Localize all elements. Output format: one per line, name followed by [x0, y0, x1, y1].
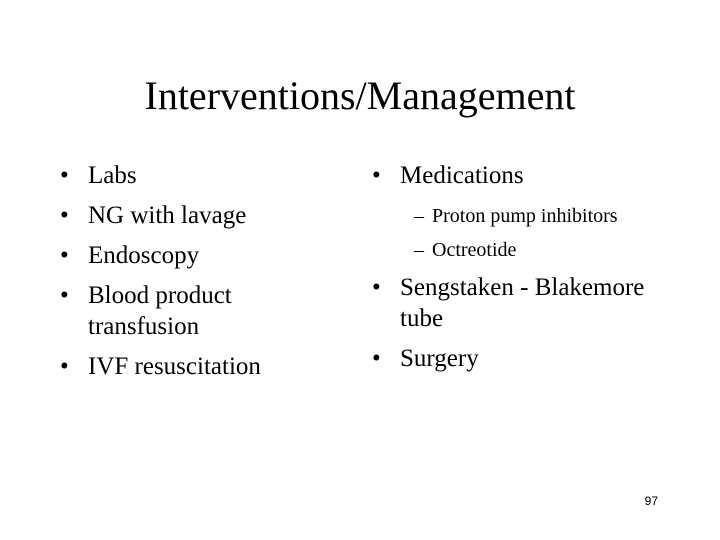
- bullet-icon: •: [60, 242, 69, 269]
- bullet-icon: •: [372, 274, 381, 301]
- bullet-icon: •: [60, 202, 69, 229]
- sublist-item-ppi: [400, 203, 672, 229]
- bullet-icon: •: [372, 345, 381, 372]
- sublist-item-label: Octreotide: [432, 239, 517, 261]
- list-item-blood-product: [60, 280, 320, 342]
- list-item-label: Labs: [88, 162, 137, 189]
- sublist-item-octreotide: [400, 237, 672, 263]
- list-item-endoscopy: [60, 240, 320, 271]
- medications-sublist: [400, 203, 672, 263]
- list-item-label: Endoscopy: [88, 242, 200, 269]
- dash-icon: –: [414, 205, 424, 227]
- list-item-surgery: [372, 343, 672, 374]
- sublist-item-label: Proton pump inhibitors: [432, 205, 618, 227]
- list-item-sengstaken: [372, 272, 672, 334]
- list-item-labs: [60, 160, 320, 191]
- page-number: 97: [644, 494, 658, 508]
- slide-title: Interventions/Management: [144, 73, 576, 118]
- list-item-label: NG with lavage: [88, 202, 247, 229]
- list-item-ivf: [60, 351, 320, 382]
- list-item-medications: [372, 160, 672, 263]
- list-item-ng-lavage: [60, 200, 320, 231]
- left-bullet-list: [60, 160, 320, 391]
- list-item-label: Surgery: [400, 345, 479, 372]
- bullet-icon: •: [60, 353, 69, 380]
- dash-icon: –: [414, 239, 424, 261]
- list-item-label: IVF resuscitation: [88, 353, 261, 380]
- bullet-icon: •: [60, 282, 69, 309]
- bullet-icon: •: [372, 162, 381, 189]
- list-item-label: Sengstaken - Blakemore tube: [400, 274, 645, 332]
- right-bullet-list: [372, 160, 672, 383]
- bullet-icon: •: [60, 162, 69, 189]
- list-item-label: Blood product transfusion: [88, 282, 232, 340]
- list-item-label: Medications: [400, 162, 524, 189]
